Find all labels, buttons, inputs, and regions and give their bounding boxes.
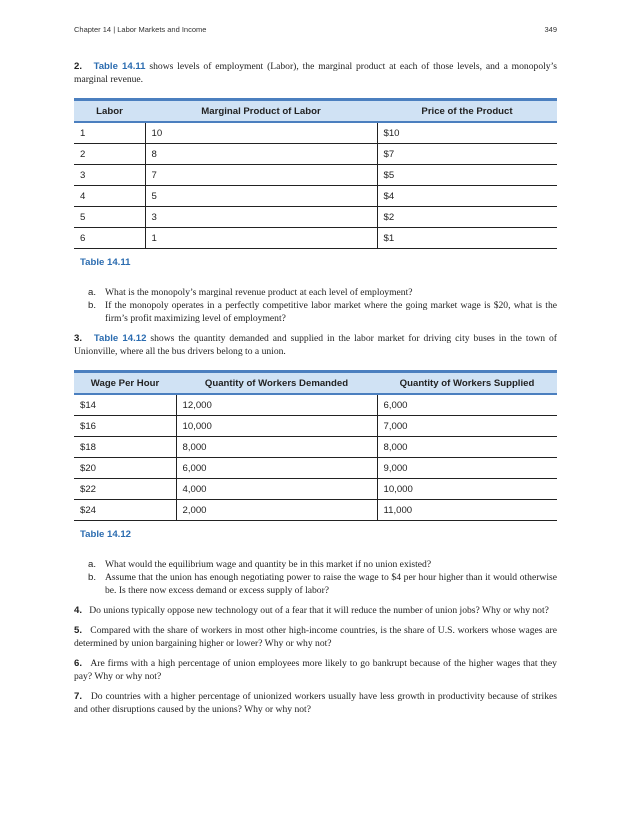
question-2: [74, 60, 557, 86]
sub-question-list: [74, 558, 557, 597]
table-cell: 8,000: [377, 437, 557, 458]
table-cell: 1: [145, 228, 377, 249]
sub-question-label: b.: [88, 300, 97, 311]
sub-question-label: a.: [88, 559, 97, 570]
table-row: [74, 122, 557, 144]
table-cell: $18: [74, 437, 176, 458]
question-text: Compared with the share of workers in most other high-income countries, is the share of U.S. workers whose wages are determined by union bargaining higher or lower? Why or why not?: [74, 625, 557, 649]
table-cell: 8: [145, 144, 377, 165]
table-cell: 2,000: [176, 500, 377, 521]
table-cell: 1: [74, 122, 145, 144]
chapter-title: Chapter 14 | Labor Markets and Income: [74, 25, 207, 34]
table-row: [74, 207, 557, 228]
page-content: [74, 60, 557, 716]
sub-question-text: Assume that the union has enough negotiating power to raise the wage to $4 per hour higher than it would otherwise be. Is there now excess demand or excess supply of labor?: [105, 572, 557, 596]
column-header: Quantity of Workers Demanded: [176, 372, 377, 395]
table-row: [74, 416, 557, 437]
column-header: Wage Per Hour: [74, 372, 176, 395]
table-cell: 2: [74, 144, 145, 165]
table-header-row: [74, 372, 557, 395]
question-text: Do countries with a higher percentage of unionized workers usually have less growth in productivity because of strikes and other disruptions caused by the unions? Why or why not?: [74, 691, 557, 715]
table-cell: 7,000: [377, 416, 557, 437]
column-header: Marginal Product of Labor: [145, 100, 377, 123]
table-cell: $24: [74, 500, 176, 521]
table-row: [74, 500, 557, 521]
table-cell: 3: [74, 165, 145, 186]
table-row: [74, 144, 557, 165]
table-cell: 10,000: [377, 479, 557, 500]
column-header: Quantity of Workers Supplied: [377, 372, 557, 395]
table-cell: 5: [74, 207, 145, 228]
question-text: Are firms with a high percentage of union employees more likely to go bankrupt because of the higher wages that they pay? Why or why not?: [74, 658, 557, 682]
table-row: [74, 394, 557, 416]
table-cell: 4,000: [176, 479, 377, 500]
question-6: [74, 657, 557, 683]
sub-question-label: b.: [88, 572, 97, 583]
table-row: [74, 458, 557, 479]
column-header: Labor: [74, 100, 145, 123]
table-cell: 10,000: [176, 416, 377, 437]
question-text: shows levels of employment (Labor), the marginal product at each of those levels, and a monopoly’s marginal revenue.: [74, 61, 557, 85]
table-caption: Table 14.11: [80, 257, 131, 268]
sub-question: [74, 286, 557, 299]
sub-question-list: [74, 286, 557, 325]
sub-question: [74, 558, 557, 571]
table-cell: 10: [145, 122, 377, 144]
table-cell: 12,000: [176, 394, 377, 416]
question-7: [74, 690, 557, 716]
table-cell: $20: [74, 458, 176, 479]
table-cell: 8,000: [176, 437, 377, 458]
table-caption: Table 14.12: [80, 529, 132, 540]
table-cell: $16: [74, 416, 176, 437]
table-row: [74, 186, 557, 207]
page-number: 349: [544, 25, 557, 34]
table-cell: 9,000: [377, 458, 557, 479]
question-number: 2.: [74, 61, 83, 72]
table-cell: 4: [74, 186, 145, 207]
table-cell: 6,000: [176, 458, 377, 479]
page-header: [74, 25, 557, 34]
sub-question-text: If the monopoly operates in a perfectly competitive labor market where the going market wage is $20, what is the firm’s profit maximizing level of employment?: [105, 300, 557, 324]
question-number: 3.: [74, 333, 83, 344]
table-14-11: [74, 98, 557, 249]
sub-question-text: What is the monopoly’s marginal revenue product at each level of employment?: [105, 287, 413, 298]
question-number: 4.: [74, 605, 83, 616]
question-5: [74, 624, 557, 650]
question-3: [74, 332, 557, 358]
table-cell: $22: [74, 479, 176, 500]
question-number: 5.: [74, 625, 83, 636]
sub-question: [74, 571, 557, 597]
table-cell: 6: [74, 228, 145, 249]
question-number: 6.: [74, 658, 83, 669]
table-row: [74, 165, 557, 186]
table-cell: $14: [74, 394, 176, 416]
table-cell: 11,000: [377, 500, 557, 521]
column-header: Price of the Product: [377, 100, 557, 123]
question-text: shows the quantity demanded and supplied in the labor market for driving city buses in the town of Unionville, where all the bus drivers belong to a union.: [74, 333, 557, 357]
table-14-12: [74, 370, 557, 521]
table-link[interactable]: Table 14.12: [93, 333, 147, 344]
table-cell: $10: [377, 122, 557, 144]
sub-question-label: a.: [88, 287, 97, 298]
table-cell: 5: [145, 186, 377, 207]
table-cell: $7: [377, 144, 557, 165]
table-cell: 7: [145, 165, 377, 186]
table-cell: 6,000: [377, 394, 557, 416]
table-cell: 3: [145, 207, 377, 228]
table-cell: $4: [377, 186, 557, 207]
question-number: 7.: [74, 691, 83, 702]
table-cell: $1: [377, 228, 557, 249]
table-link[interactable]: Table 14.11: [93, 61, 146, 72]
table-cell: $5: [377, 165, 557, 186]
sub-question: [74, 299, 557, 325]
table-row: [74, 479, 557, 500]
sub-question-text: What would the equilibrium wage and quantity be in this market if no union existed?: [105, 559, 432, 570]
question-text: Do unions typically oppose new technology out of a fear that it will reduce the number of union jobs? Why or why not?: [89, 605, 549, 616]
question-4: [74, 604, 557, 617]
table-row: [74, 437, 557, 458]
table-row: [74, 228, 557, 249]
table-cell: $2: [377, 207, 557, 228]
table-header-row: [74, 100, 557, 123]
